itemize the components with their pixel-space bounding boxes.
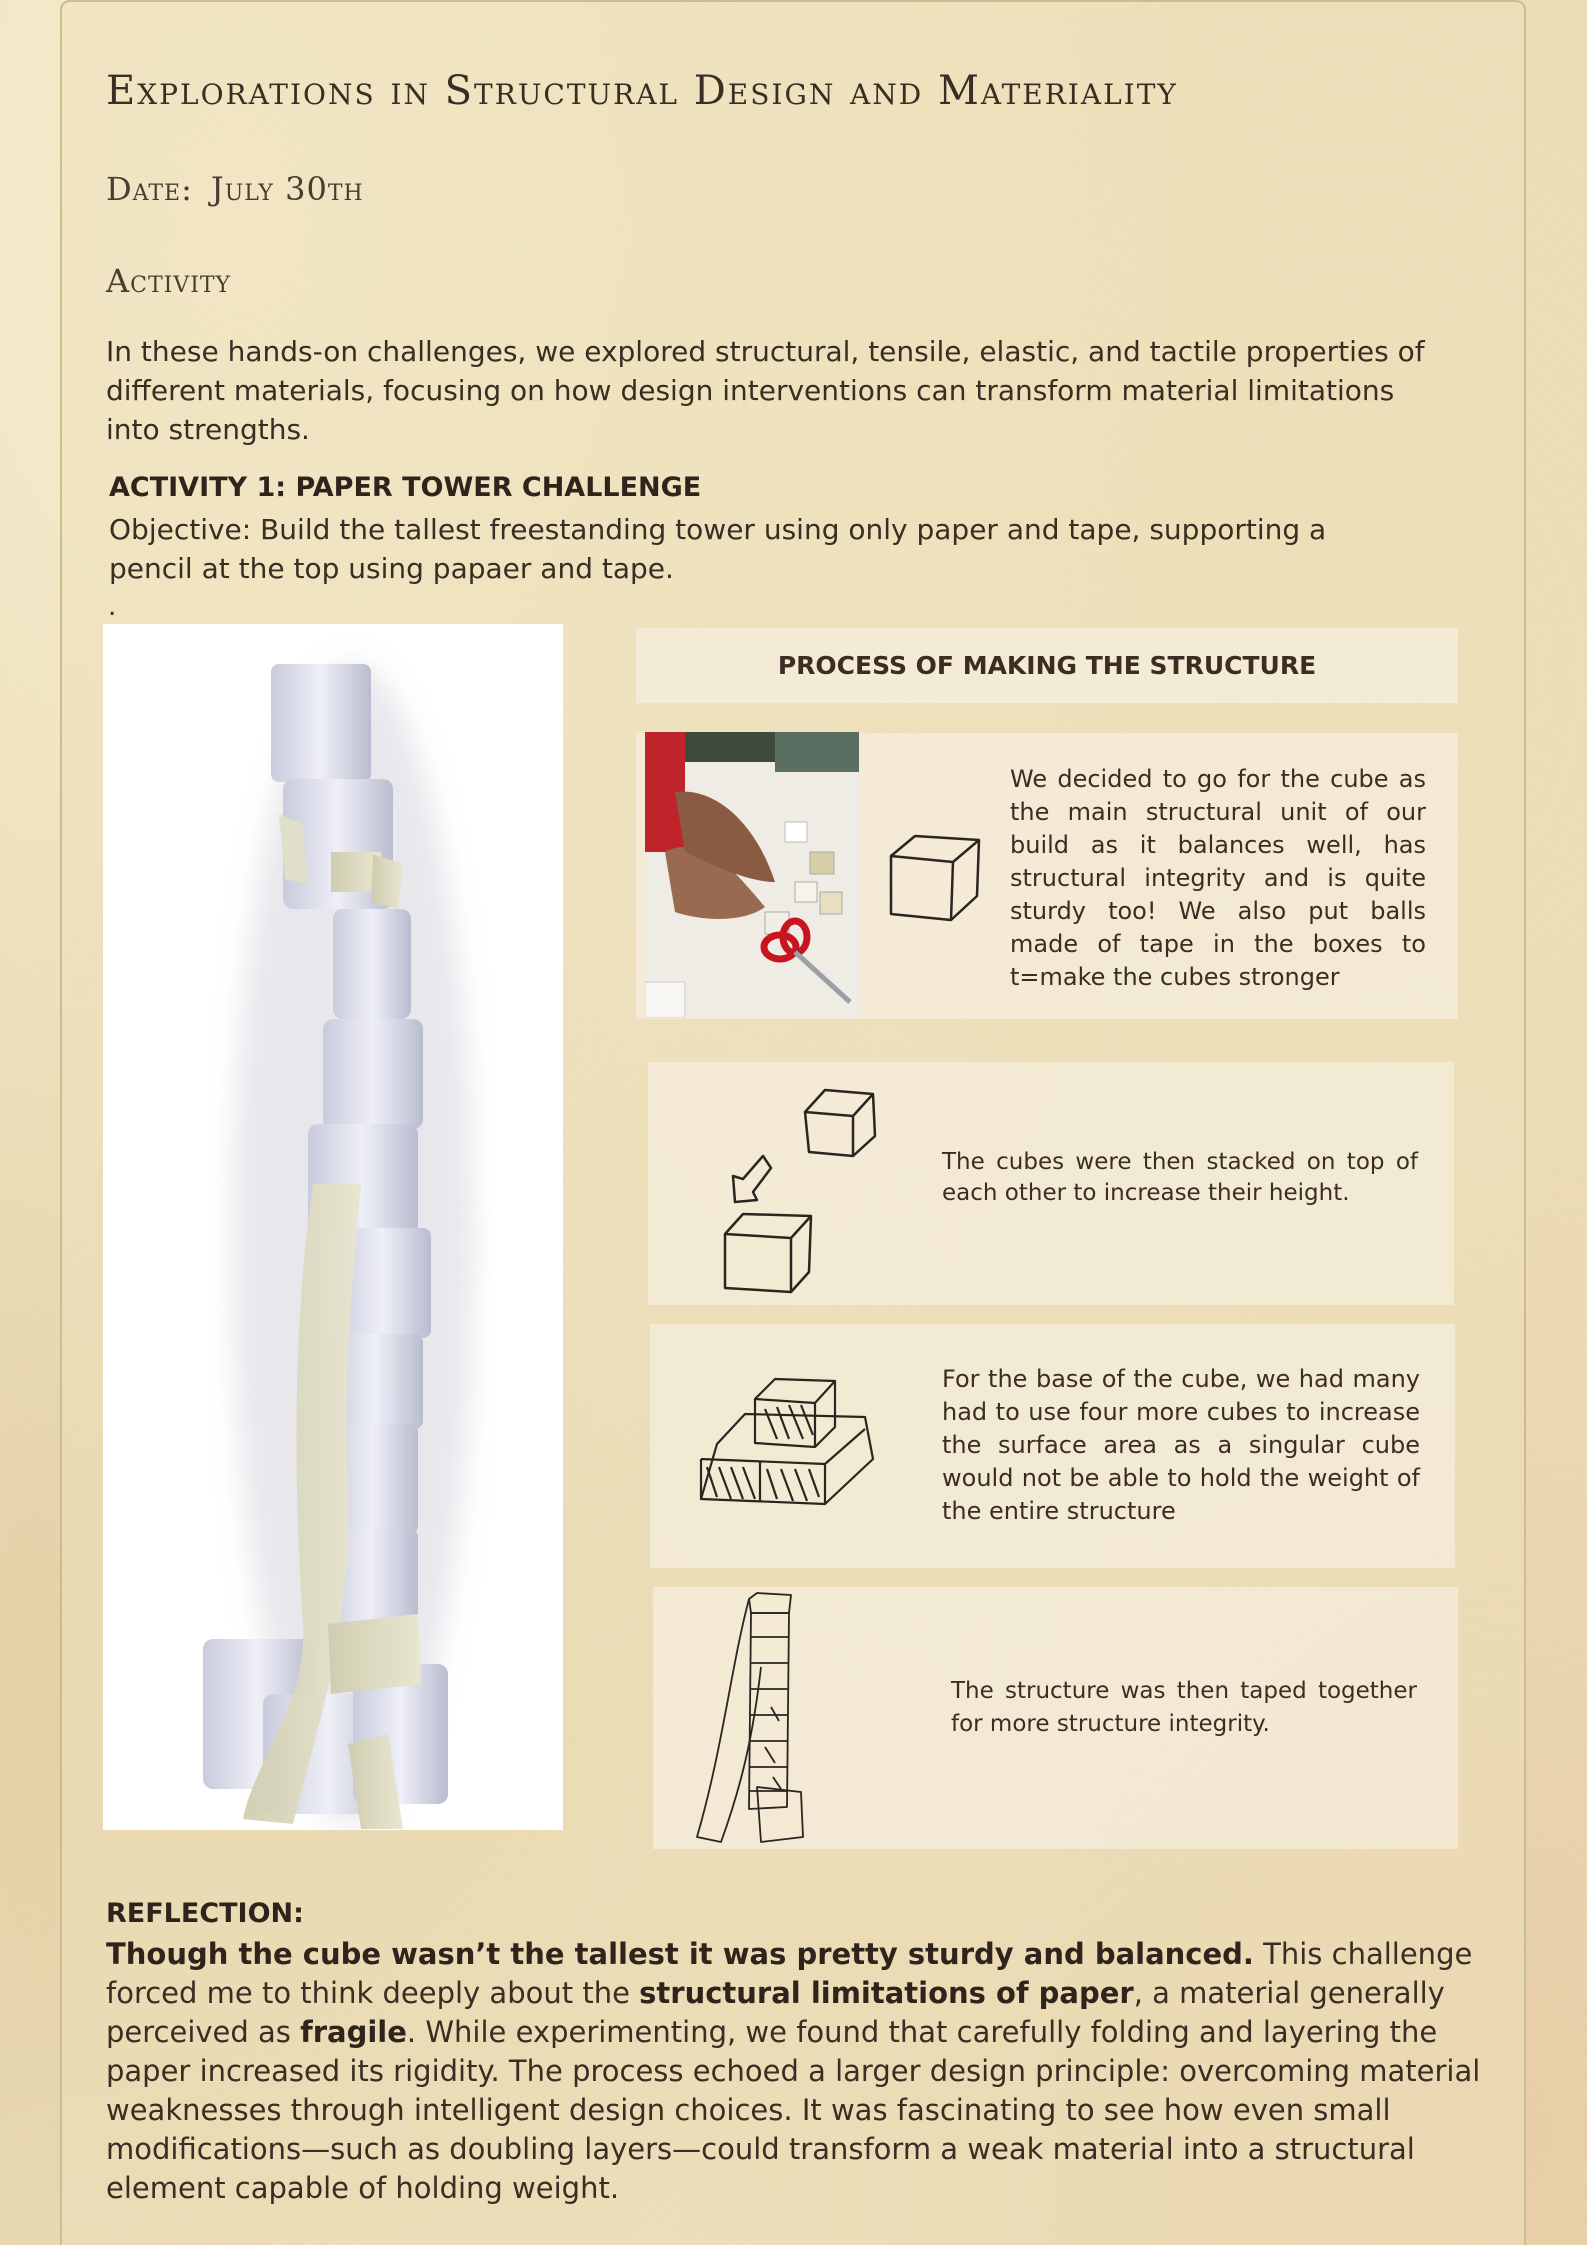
reflection-heading: REFLECTION: bbox=[106, 1898, 304, 1929]
reflection-bold-2: structural limitations of paper bbox=[639, 1976, 1134, 2010]
section-title: Activity bbox=[106, 262, 232, 300]
date-value: July 30th bbox=[210, 170, 364, 208]
process-step-2-text: The cubes were then stacked on top of each other to increase their height. bbox=[942, 1149, 1418, 1206]
activity-objective: Objective: Build the tallest freestanding tower using only paper and tape, supporting a pencil at the top using papaer and tape. bbox=[109, 513, 1327, 585]
cube-sketch-1 bbox=[883, 828, 983, 924]
tower-photo bbox=[103, 624, 563, 1830]
intro-paragraph: In these hands-on challenges, we explored structural, tensile, elastic, and tactile properties of different materials, focusing on how design interventions can transform material limitations into strengths. bbox=[106, 335, 1425, 446]
process-step-3-text: For the base of the cube, we had many had to use four more cubes to increase the surface area as a singular cube would not be able to hold the weight of the entire structure bbox=[942, 1365, 1420, 1525]
base-cubes-sketch bbox=[695, 1369, 895, 1539]
process-step-4 bbox=[653, 1587, 1458, 1849]
process-step-2 bbox=[648, 1062, 1454, 1305]
workshop-photo-image bbox=[645, 732, 859, 1018]
process-heading: PROCESS OF MAKING THE STRUCTURE bbox=[636, 628, 1458, 703]
stray-dot: . bbox=[108, 592, 117, 622]
process-step-4-text: The structure was then taped together for more structure integrity. bbox=[951, 1678, 1417, 1737]
process-step-3 bbox=[650, 1324, 1455, 1568]
date-line bbox=[106, 170, 364, 208]
reflection-text-1: This challenge forced me to think deeply about the bbox=[106, 1937, 1473, 2010]
stacking-sketch bbox=[713, 1084, 893, 1294]
page-title: Explorations in Structural Design and Materiality bbox=[106, 68, 1178, 114]
date-label: Date: bbox=[106, 170, 193, 208]
paper-tower-image bbox=[103, 624, 563, 1830]
activity-title: ACTIVITY 1: PAPER TOWER CHALLENGE bbox=[109, 472, 702, 503]
process-step-1-text: We decided to go for the cube as the main structural unit of our build as it balances well, has structural integrity and is quite sturdy too! We also put balls made of tape in the boxes to t=make the cubes stronger bbox=[1010, 765, 1426, 991]
reflection-text-3: . While experimenting, we found that carefully folding and layering the paper increased its rigidity. The process echoed a larger design principle: overcoming material weaknesses through intelligent design choices. It was fascinating to see how even small modifications—such as doubling layers—could transform a weak material into a structural element capable of holding weight. bbox=[106, 2015, 1481, 2205]
reflection-paragraph bbox=[106, 1935, 1491, 2208]
reflection-text-2: , a material generally perceived as bbox=[106, 1976, 1445, 2049]
reflection-bold-3: fragile bbox=[300, 2015, 407, 2049]
taped-tower-sketch bbox=[691, 1587, 821, 1849]
workshop-photo bbox=[645, 732, 859, 1018]
cube-icon bbox=[883, 828, 983, 924]
reflection-bold-1: Though the cube wasn’t the tallest it was pretty sturdy and balanced. bbox=[106, 1937, 1254, 1971]
